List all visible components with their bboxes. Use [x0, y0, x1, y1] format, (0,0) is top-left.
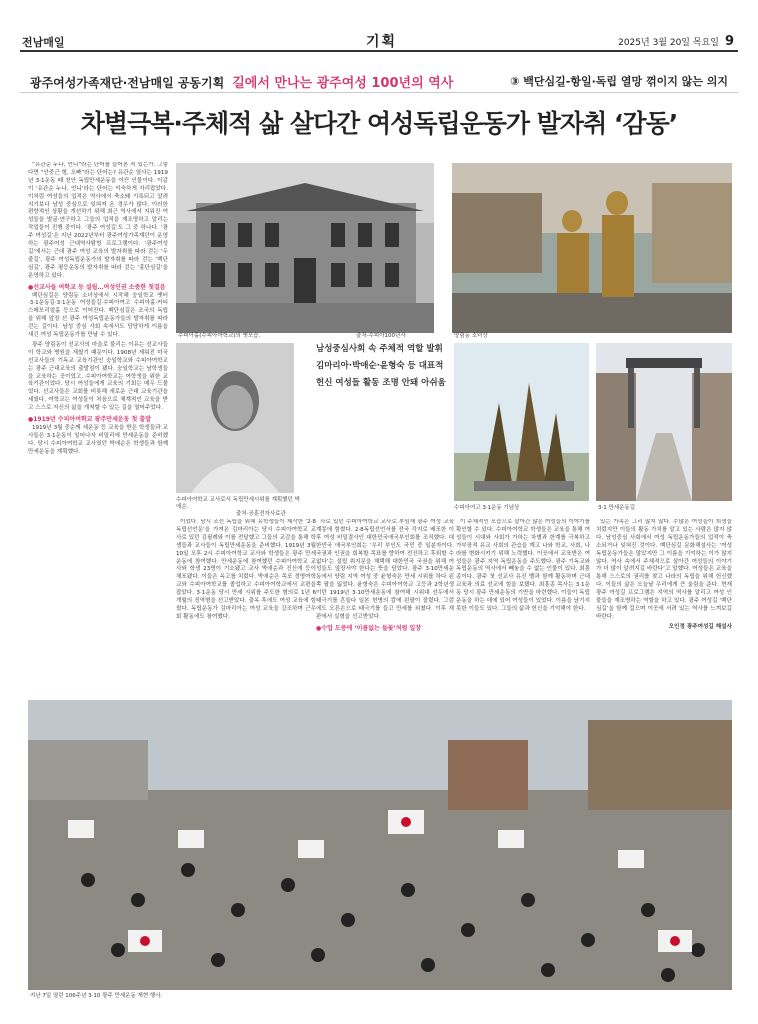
photo-monument	[454, 343, 589, 501]
caption-portrait: 수피아여학교 교사로서 독립만세시위를 계획했던 박애순.	[176, 497, 300, 510]
article-column-4: 이 주체적인 모습으로 살아간 많은 여성들의 이야기를 확인할 수 있다. 수피아여학교 학생들은 교육을 통해 여성들이 시대와 사회가 가하는 차별과 한계를 극복하고 가부장적 유교 사회의 관습을 깨고 나와 학교, 사회, 나라를 변화시키기 위해 노력했다. 이곳에서 교육받은 여성들은 광주 지역 독립운동을 주도했다. 광주 기독교와 독립운동의 역사에서 빼놓을 수 없는 인물이 있다. 최흥종이다. 광주 첫 선교사 유진 벨과 함께 활동하며 근대 교육과 의료 선교에 힘을 보탰다. 최흥종 목사는 3·1운동 당시 광주 만세운동의 기반을 마련했다. 이들이 독립운동을 하는 데에 있어 여성들이 있었다. 이름을 남기지 못한 이들도 있다. 그들의 삶과 헌신을 기억해야 한다.	[456, 519, 590, 612]
caption-monument: 수피아여고 3·1운동 기념상	[454, 505, 520, 511]
caption-statue: 양림동 소녀상	[454, 333, 488, 339]
paper-name: 전남매일	[22, 36, 65, 49]
caption-reenactment: 지난 7일 열린 106주년 3·10 광주 만세운동 재현 행사.	[30, 993, 163, 999]
photo-reenactment	[28, 700, 732, 990]
photo-school-old	[176, 163, 434, 333]
article-column-3: 사로 있던 수피아여학교 교사로 부임해 광주 여성 교육 계몽에 힘썼다. 2·8독립선언서를 전국 각지로 배포한 이후 여성 비밀결사인 대한민국애국부인회를 조직했다. 대한민국 애국부인회는 ‘우리 부인도 국민 중 일분자이다. 국권과 인권을 회복할 목표를 향하여 전진하고 후퇴할 수 없다’는 설립 취지문을 채택해 대한민국 국권을 위해 여성들도 앞장서야 한다는 뜻을 담았다. 광주 3·10만세운동에서 양림 지역 여성 중 윤형숙은 만세 시위를 하다 왼쪽 팔을 잃었다. 윤형숙은 수피아여학교 고등과 2학년생이던 1919년 3·10만세운동에 참여해 시위대 선두에서 태극기를 흔들다 일본 헌병의 칼에 왼팔이 잘렸다. 그럼에도 오른손으로 태극기를 들고 만세를 외쳤다. 이후 재판에서 실형을 선고받았다. ●수업 도중에 ‘이름없는 들꽃’처럼 일장	[316, 519, 454, 632]
article-column-1: “유관순 누나, 언니”라는 단어를 들어본 적 있는가. 그렇다면 “안중근 형, 오빠”라는 단어는? 유관순 열사는 1919년 3·1운동 때 천안 독립만세운동을 이끈 인물이다. 이같이 ‘유관순 누나, 언니’라는 단어는 익숙하게 자리잡았다. 이처럼 여성들의 업적은 역사에서 축소돼 기록되고 알려지기보다 남성 중심으로 잊혀져 온 경우가 많다. 이러한 편향적인 상황을 개선하기 위해 최근 역사에서 지워진 여성들을 발굴·연구하고 그들의 업적을 재조명하고 알리는 작업들이 진행 중이다. ‘광주 여성길’도 그 중 하나다. ‘광주 여성길’은 지난 2022년부터 광주여성가족재단이 운영하는 광주여성 근대역사탐방 프로그램이다. ‘광주여성길’에서는 근대 광주 여성 교육의 발자취를 따라 걷는 ‘두 줄길’, 광주 여성독립운동가의 발자취를 따라 걷는 ‘백단심길’, 광주 평등운동의 발자취를 따라 걷는 ‘홍단심길’을 운영하고 있다. ●선교사들 여학교 등 설립…여성인권 소중한 첫걸음 백단심길은 양림동 소녀상에서 시작해 숭일학교 옛터·3·1운동길·3·1운동 여성들길·수피아여고 수피아홀·커티스메모리얼홀 등으로 이어진다. 백단심길은 조국의 독립을 위해 앞장 선 광주 여성독립운동가들의 발자취를 따라 걷는 길이다. 남성 중심 사회 속에서도 당당하게 이름을 새긴 여성 독립운동가를 만날 수 있다. 광주 양림동이 선교사의 마을로 불리는 이유는 선교사들이 학교와 병원을 세웠기 때문이다. 1908년 세워진 미국 선교사들의 기독교 교육기관인 숭일학교와 수피아여학교는 광주 근대교육의 출발점이 됐다. 숭일학교는 남학생들을 교육하는 곳이었고, 수피아여학교는 여학생을 위한 교육기관이었다. 당시 여성들에게 교육의 기회는 매우 드물었다. 선교사들은 교회를 비롯해 새로운 근대 교육기관을 세웠다. 여학교는 여성들이 처음으로 체계적인 교육을 받고 스스로 자신의 삶을 개척할 수 있는 길을 열어주었다. ●1919년 수피아여학교 광주만세운동 첫 출발 1919년 3월 중순께 세운동 등 교육을 받은 학생들과 교사들은 3·1운동이 일어나자 비밀리에 만세운동을 준비했다. 당시 수피아여학교 교사였던 박애순은 학생들과 함께 만세운동을 계획했다.	[28, 162, 168, 455]
photo-portrait	[176, 343, 294, 493]
article-author: 오인정 광주여성길 해설사	[668, 623, 732, 630]
series-name: 길에서 만나는 광주여성 100년의 역사	[232, 76, 454, 91]
caption-school-credit: 출처-수피아100년사	[356, 333, 406, 339]
pull-quote: 남성중심사회 속 주체적 역할 발휘 김마리아·박애순·윤형숙 등 대표적 헌신 여성들 활동 조명 안돼 아쉬움	[316, 344, 446, 388]
series-banner	[30, 72, 453, 91]
subhead-2: ●1919년 수피아여학교 광주만세운동 첫 출발	[28, 416, 152, 424]
series-episode: ③ 백단심길-항일·독립 열망 꺾이지 않는 의지	[510, 75, 728, 88]
subhead-1: ●선교사들 여학교 등 설립…여성인권 소중한 첫걸음	[28, 283, 166, 291]
photo-alley	[596, 343, 732, 501]
photo-girl-statue	[452, 163, 732, 333]
caption-school: 수피아홀(수피아여학교)의 옛모습.	[178, 333, 261, 339]
article-column-2: 이었다. 당시 조선 독립을 위해 유학생들이 제작한 ‘2·8 독립선언문’을 가져온 김마리아는 당시 수피아여학교 교사로 있던 김필례와 이를 전달했고 그들의 교감을 통해 학생들과 교사들이 독립만세운동을 준비했다. 1919년 3월 10일 오후 2시 수피아여학교 교사와 학생들은 광주 만세운동에 참여했다. 만세운동에 참여했던 수피아여학교 교사와 학생 23명이 기소됐고 교사 박애순과 진신애 등이 체포됐다. 이들은 옥고를 치렀다. 박애순은 목포 정명여학교와 수피아여학교를 졸업하고 수피아여학교에서 교편을 잡았다. 3·1운동 당시 만세 시위를 주도한 혐의로 1년 6개월의 징역형을 선고받았다. 출옥 후에도 여성 교육에 힘썼다. 독립운동가 김마리아는 여성 교육을 강조하며 근우회 활동에도 참여했다.	[176, 519, 316, 620]
issue-date: 2025년 3월 20일 목요일 9	[618, 34, 734, 49]
series-rule	[20, 92, 738, 93]
section-title: 기획	[366, 34, 398, 50]
header-rule	[20, 50, 738, 52]
caption-portrait-credit: 출처-공훈전자사료관	[236, 511, 286, 517]
page-headline: 차별극복·주체적 삶 살다간 여성독립운동가 발자취 ‘감동’	[80, 109, 678, 138]
subhead-3: ●수업 도중에 ‘이름없는 들꽃’처럼 일장	[316, 624, 422, 632]
caption-alley: 3·1 만세운동길	[598, 505, 636, 511]
series-sponsors: 광주여성가족재단·전남매일 공동기획	[30, 76, 225, 90]
page-number: 9	[724, 34, 734, 49]
article-column-5: 있는 가족은 그리 많지 않다. 수많은 여성들이 희생을 치렀지만 이들의 활동 가치를 알고 있는 사람은 많지 않다. 남성중심 사회에서 여성 독립운동가들의 업적이 축소되거나 잊혀진 것이다. 백단심길 문화해설사는 ‘여성 독립운동가들은 많았지만 그 이름을 기억하는 이가 많지 않다. 역사 속에서 주체적으로 살아간 여성들의 이야기가 더 많이 알려지길 바란다’고 말했다. 여성들은 교육을 통해 스스로의 권리를 찾고 나라의 독립을 위해 헌신했다. 이들의 삶은 오늘날 우리에게 큰 울림을 준다. 현재 광주 여성길 프로그램은 지역의 역사를 알리고 여성 인물들을 재조명하는 역할을 하고 있다. 광주 여성길 ‘백단심길’을 함께 걸으며 이곳에 서려 있는 역사를 느껴보길 바란다. 오인정 광주여성길 해설사	[596, 519, 732, 630]
